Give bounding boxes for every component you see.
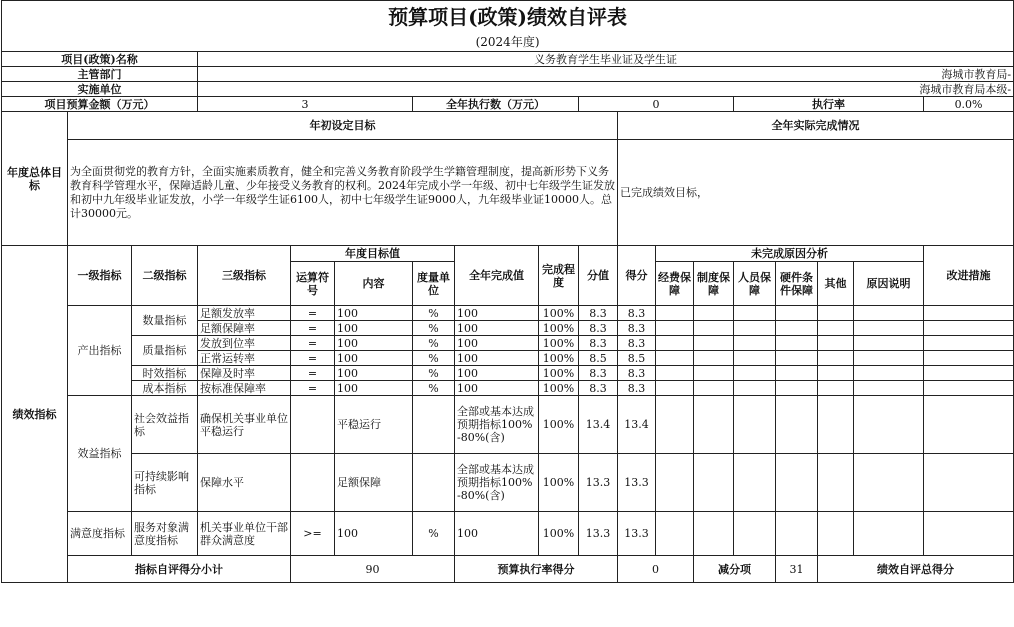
empty-cell <box>656 321 694 336</box>
row-done: 全部或基本达成预期指标100%-80%(含) <box>455 396 539 454</box>
empty-cell <box>694 512 734 556</box>
empty-cell <box>818 306 854 321</box>
row-op: = <box>291 351 335 366</box>
header-system: 制度保障 <box>694 262 734 306</box>
empty-cell <box>694 336 734 351</box>
row-pct: 100% <box>539 351 579 366</box>
row-unit <box>413 454 455 512</box>
row-name: 保障及时率 <box>198 366 291 381</box>
row-score: 13.3 <box>618 512 656 556</box>
row-content: 100 <box>335 366 413 381</box>
row-pct: 100% <box>539 306 579 321</box>
row-pct: 100% <box>539 454 579 512</box>
empty-cell <box>776 321 818 336</box>
empty-cell <box>924 396 1014 454</box>
row-unit: % <box>413 336 455 351</box>
row-done: 100 <box>455 306 539 321</box>
empty-cell <box>776 336 818 351</box>
group-quality: 质量指标 <box>132 336 198 366</box>
dept-value: 海城市教育局- <box>198 67 1014 82</box>
dept-label: 主管部门 <box>2 67 198 82</box>
row-unit <box>413 396 455 454</box>
row-value: 8.3 <box>579 336 618 351</box>
row-op: = <box>291 306 335 321</box>
header-hardware: 硬件条件保障 <box>776 262 818 306</box>
rate-value: 0.0% <box>924 97 1014 112</box>
empty-cell <box>854 321 924 336</box>
empty-cell <box>818 396 854 454</box>
total-label: 绩效自评总得分 <box>818 556 1014 583</box>
header-reason-analysis: 未完成原因分析 <box>656 246 924 262</box>
header-level2: 二级指标 <box>132 246 198 306</box>
initial-goal-text: 为全面贯彻党的教育方针，全面实施素质教育，健全和完善义务教育阶段学生学籍管理制度，提高新形势下义务教育科学管理水平，保障适龄儿童、少年接受义务教育的权利。2024年完成小学一年级、初中七年级学生证发放和初中九年级毕业证发放，小学一年级学生证6100人，初中七年级学生证9000人，九年级毕业证10000人。总计30000元。 <box>68 140 618 246</box>
empty-cell <box>924 351 1014 366</box>
row-done: 100 <box>455 351 539 366</box>
row-name: 足额保障率 <box>198 321 291 336</box>
row-value: 13.3 <box>579 454 618 512</box>
performance-evaluation-table <box>1 0 1014 583</box>
empty-cell <box>924 366 1014 381</box>
row-unit: % <box>413 366 455 381</box>
row-value: 13.3 <box>579 512 618 556</box>
row-done: 100 <box>455 366 539 381</box>
row-value: 13.4 <box>579 396 618 454</box>
row-name: 足额发放率 <box>198 306 291 321</box>
row-name: 发放到位率 <box>198 336 291 351</box>
unit-value: 海城市教育局本级- <box>198 82 1014 97</box>
empty-cell <box>854 366 924 381</box>
empty-cell <box>854 512 924 556</box>
budget-label: 项目预算金额（万元） <box>2 97 198 112</box>
row-pct: 100% <box>539 336 579 351</box>
row-name: 保障水平 <box>198 454 291 512</box>
annual-goal-label: 年度总体目标 <box>2 112 68 246</box>
row-value: 8.3 <box>579 381 618 396</box>
empty-cell <box>776 351 818 366</box>
executed-value: 0 <box>579 97 734 112</box>
empty-cell <box>734 366 776 381</box>
row-content: 100 <box>335 336 413 351</box>
row-unit: % <box>413 351 455 366</box>
header-level1: 一级指标 <box>68 246 132 306</box>
row-op: >= <box>291 512 335 556</box>
empty-cell <box>694 351 734 366</box>
row-score: 8.3 <box>618 321 656 336</box>
header-funding: 经费保障 <box>656 262 694 306</box>
table-row <box>2 512 1014 556</box>
row-pct: 100% <box>539 381 579 396</box>
empty-cell <box>734 321 776 336</box>
row-content: 100 <box>335 306 413 321</box>
empty-cell <box>924 306 1014 321</box>
initial-goal-header: 年初设定目标 <box>68 112 618 140</box>
empty-cell <box>854 396 924 454</box>
deduction-value: 31 <box>776 556 818 583</box>
row-name: 确保机关事业单位平稳运行 <box>198 396 291 454</box>
row-unit: % <box>413 306 455 321</box>
empty-cell <box>694 381 734 396</box>
empty-cell <box>818 366 854 381</box>
header-content: 内容 <box>335 262 413 306</box>
row-value: 8.5 <box>579 351 618 366</box>
group-social: 社会效益指标 <box>132 396 198 454</box>
empty-cell <box>734 336 776 351</box>
header-unit: 度量单位 <box>413 262 455 306</box>
row-op <box>291 396 335 454</box>
row-score: 8.3 <box>618 306 656 321</box>
row-done: 全部或基本达成预期指标100%-80%(含) <box>455 454 539 512</box>
row-done: 100 <box>455 381 539 396</box>
empty-cell <box>656 336 694 351</box>
row-value: 8.3 <box>579 366 618 381</box>
empty-cell <box>656 512 694 556</box>
empty-cell <box>694 306 734 321</box>
row-name: 正常运转率 <box>198 351 291 366</box>
row-score: 8.3 <box>618 336 656 351</box>
empty-cell <box>854 454 924 512</box>
row-op: = <box>291 336 335 351</box>
row-score: 8.3 <box>618 381 656 396</box>
row-value: 8.3 <box>579 306 618 321</box>
table-row <box>2 306 1014 321</box>
empty-cell <box>694 396 734 454</box>
empty-cell <box>924 321 1014 336</box>
empty-cell <box>656 351 694 366</box>
budget-value: 3 <box>198 97 413 112</box>
empty-cell <box>924 381 1014 396</box>
row-content: 100 <box>335 321 413 336</box>
header-completed-value: 全年完成值 <box>455 246 539 306</box>
header-improvement: 改进措施 <box>924 246 1014 306</box>
subtotal-label: 指标自评得分小计 <box>68 556 291 583</box>
row-done: 100 <box>455 336 539 351</box>
empty-cell <box>694 321 734 336</box>
group-output: 产出指标 <box>68 306 132 396</box>
empty-cell <box>818 512 854 556</box>
header-score: 得分 <box>618 246 656 306</box>
subtotal-value: 90 <box>291 556 455 583</box>
row-pct: 100% <box>539 366 579 381</box>
empty-cell <box>924 336 1014 351</box>
header-annual-target: 年度目标值 <box>291 246 455 262</box>
row-score: 13.4 <box>618 396 656 454</box>
empty-cell <box>656 396 694 454</box>
actual-goal-header: 全年实际完成情况 <box>618 112 1014 140</box>
empty-cell <box>818 381 854 396</box>
row-name: 机关事业单位干部群众满意度 <box>198 512 291 556</box>
row-content: 足额保障 <box>335 454 413 512</box>
empty-cell <box>656 366 694 381</box>
empty-cell <box>734 381 776 396</box>
row-unit: % <box>413 381 455 396</box>
empty-cell <box>656 306 694 321</box>
year-label: (2024年度) <box>2 33 1014 52</box>
empty-cell <box>734 512 776 556</box>
row-unit: % <box>413 512 455 556</box>
row-content: 100 <box>335 512 413 556</box>
row-name: 按标准保障率 <box>198 381 291 396</box>
empty-cell <box>818 321 854 336</box>
empty-cell <box>776 366 818 381</box>
empty-cell <box>924 512 1014 556</box>
exec-score-value: 0 <box>618 556 694 583</box>
row-value: 8.3 <box>579 321 618 336</box>
empty-cell <box>924 454 1014 512</box>
group-service: 服务对象满意度指标 <box>132 512 198 556</box>
empty-cell <box>818 454 854 512</box>
header-other: 其他 <box>818 262 854 306</box>
row-done: 100 <box>455 321 539 336</box>
empty-cell <box>854 306 924 321</box>
project-name-value: 义务教育学生毕业证及学生证 <box>198 52 1014 67</box>
header-operator: 运算符号 <box>291 262 335 306</box>
actual-goal-text: 已完成绩效目标， <box>618 140 1014 246</box>
empty-cell <box>656 381 694 396</box>
table-row <box>2 396 1014 454</box>
executed-label: 全年执行数（万元） <box>413 97 579 112</box>
row-pct: 100% <box>539 321 579 336</box>
empty-cell <box>854 351 924 366</box>
group-benefit: 效益指标 <box>68 396 132 512</box>
exec-score-label: 预算执行率得分 <box>455 556 618 583</box>
empty-cell <box>734 454 776 512</box>
row-content: 100 <box>335 351 413 366</box>
empty-cell <box>818 336 854 351</box>
group-quantity: 数量指标 <box>132 306 198 336</box>
indicators-label: 绩效指标 <box>2 246 68 583</box>
row-content: 平稳运行 <box>335 396 413 454</box>
header-personnel: 人员保障 <box>734 262 776 306</box>
row-pct: 100% <box>539 512 579 556</box>
table-row <box>2 336 1014 351</box>
group-cost: 成本指标 <box>132 381 198 396</box>
empty-cell <box>734 396 776 454</box>
empty-cell <box>776 381 818 396</box>
row-done: 100 <box>455 512 539 556</box>
group-satisfaction: 满意度指标 <box>68 512 132 556</box>
table-row <box>2 454 1014 512</box>
row-op: = <box>291 321 335 336</box>
empty-cell <box>734 306 776 321</box>
row-unit: % <box>413 321 455 336</box>
row-pct: 100% <box>539 396 579 454</box>
row-op <box>291 454 335 512</box>
row-op: = <box>291 381 335 396</box>
empty-cell <box>694 454 734 512</box>
header-completion: 完成程度 <box>539 246 579 306</box>
empty-cell <box>776 512 818 556</box>
empty-cell <box>818 351 854 366</box>
unit-label: 实施单位 <box>2 82 198 97</box>
group-sustainable: 可持续影响指标 <box>132 454 198 512</box>
empty-cell <box>776 396 818 454</box>
row-score: 8.3 <box>618 366 656 381</box>
empty-cell <box>694 366 734 381</box>
table-row <box>2 366 1014 381</box>
empty-cell <box>776 306 818 321</box>
empty-cell <box>656 454 694 512</box>
header-reason-desc: 原因说明 <box>854 262 924 306</box>
row-score: 13.3 <box>618 454 656 512</box>
empty-cell <box>854 336 924 351</box>
empty-cell <box>776 454 818 512</box>
rate-label: 执行率 <box>734 97 924 112</box>
page-title: 预算项目(政策)绩效自评表 <box>2 1 1014 34</box>
header-score-value: 分值 <box>579 246 618 306</box>
deduction-label: 减分项 <box>694 556 776 583</box>
row-score: 8.5 <box>618 351 656 366</box>
project-name-label: 项目(政策)名称 <box>2 52 198 67</box>
row-content: 100 <box>335 381 413 396</box>
row-op: = <box>291 366 335 381</box>
table-row <box>2 381 1014 396</box>
group-timeliness: 时效指标 <box>132 366 198 381</box>
empty-cell <box>854 381 924 396</box>
empty-cell <box>734 351 776 366</box>
header-level3: 三级指标 <box>198 246 291 306</box>
